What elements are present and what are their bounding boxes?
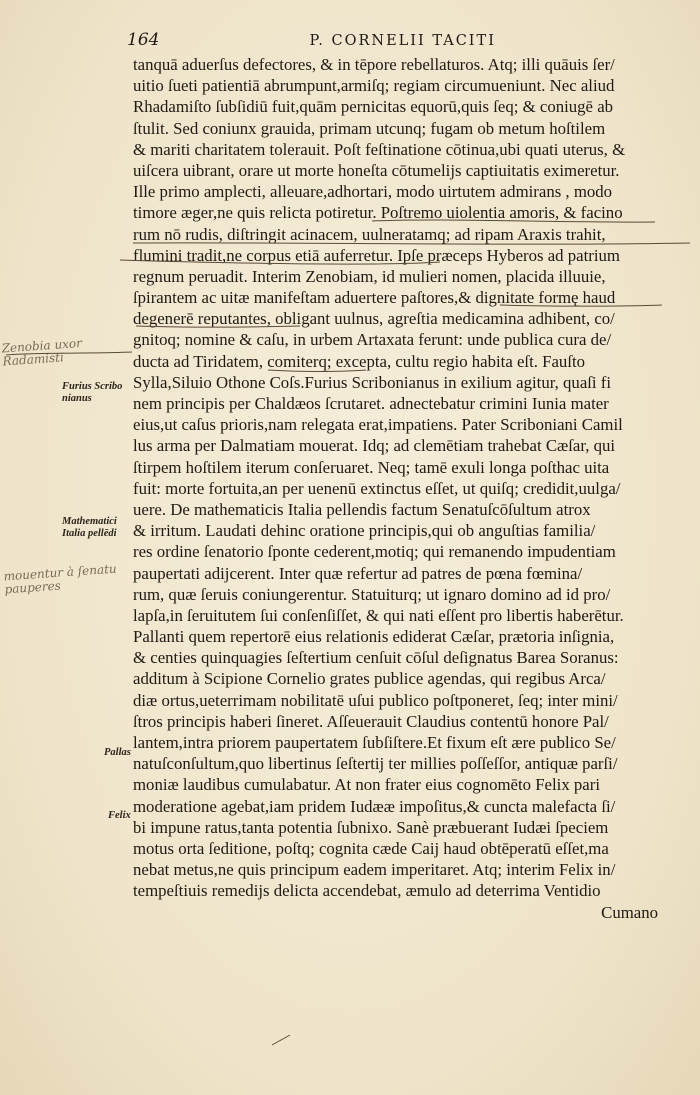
text-line: flumini tradit,ne corpus etiā auferretur. Ipſe præceps Hyberos ad patrium [133, 245, 620, 265]
text-line: ſtros principis haberi ſineret. Aſſeuerauit Claudius contentū honore Pal/ [133, 711, 609, 731]
text-line: rum, quæ ſeruis coniungerentur. Statuiturq; ut ignaro domino ad id pro/ [133, 584, 611, 604]
text-line: Ille primo amplecti, alleuare,adhortari, modo uirtutem admirans , modo [133, 182, 613, 202]
text-line: Sylla,Siluio Othone Coſs.Furius Scribonianus in exilium agitur, quaſi fi [133, 372, 612, 392]
text-line: timore æger,ne quis relicta potiretur. Poſtremo uiolentia amoris, & facino [133, 203, 623, 223]
page-header [127, 30, 647, 54]
running-head: P. CORNELII TACITI [309, 33, 496, 49]
text-line: Pallanti quem repertorē eius relationis ediderat Cæſar, prætoria inſignia, [133, 627, 615, 647]
text-line: rum nō rudis, diſtringit acinacem, uulneratamq; ad ripam Araxis trahit, [133, 224, 606, 244]
text-line: & irritum. Laudati dehinc oratione principis,qui ob anguſtias familia/ [133, 521, 596, 541]
margin-note-felix: Felix [108, 810, 131, 821]
text-line: fuit: morte fortuita,an per uenenū extinctus eſſet, ut quiſq; credidit,uulga/ [133, 478, 621, 498]
catchword: Cumano [601, 902, 658, 922]
text-line: nem principis per Chaldæos ſcrutaret. adnectebatur crimini Iunia mater [133, 394, 609, 413]
margin-note-mathematici: Mathematici Italia pellēdi [62, 516, 117, 539]
text-line: eius,ut caſus prioris,nam relegata erat,impatiens. Pater Scriboniani Camil [133, 415, 623, 435]
text-line: ſtulit. Sed coniunx grauida, primam utcunq; fugam ob metum hoſtilem [133, 118, 606, 138]
page-number: 164 [127, 30, 160, 50]
text-line: paupertati adijcerent. Inter quæ refertur ad patres de pœna fœmina/ [133, 563, 583, 583]
text-line: degenerē reputantes, obligant uulnus, agreſtia medicamina adhibent, co/ [133, 309, 615, 329]
text-line: regnum peruadit. Interim Zenobiam, id mulieri nomen, placida illuuie, [133, 266, 606, 286]
text-line: lapſa,in ſeruitutem ſui conſenſiſſet, & qui nati eſſent pro libertis haberētur. [133, 605, 624, 625]
text-line: nebat metus,ne quis principum eadem imperitaret. Atq; interim Felix in/ [133, 860, 616, 880]
text-line: tempeſtiuis remedijs delicta accendebat, æmulo ad deterrima Ventidio [133, 881, 601, 901]
text-line: diæ ortus,ueterrimam nobilitatē uſui publico poſtponeret, ſeq; inter mini/ [133, 690, 618, 710]
margin-note-pallas: Pallas [104, 747, 131, 758]
text-line: ſtirpem hoſtilem iterum conſeruaret. Neq; tamē exuli longa poſthac uita [133, 457, 610, 477]
text-line: gnitoq; nomine & caſu, in urbem Artaxata ferunt: unde publica cura de/ [133, 330, 612, 350]
text-line: Rhadamiſto ſubſidiū fuit,quām pernicitas equorū,quis ſeq; & coniugē ab [133, 97, 614, 117]
text-line: uiſcera uibrant, orare ut morte honeſta cōtumelijs captiuitatis eximeretur. [133, 160, 620, 180]
text-line: motus orta ſeditione, poſtq; cognita cæde Caij haud obtēperatū eſſet,ma [133, 838, 609, 858]
text-line: & centies quinquagies ſeſtertium cenſuit cōſul deſignatus Barea Soranus: [133, 648, 619, 668]
text-line: tanquā aduerſus defectores, & in tēpore rebellaturos. Atq; illi quāuis ſer/ [133, 55, 615, 74]
main-text [133, 54, 673, 923]
text-line: uitio ſueti patientiā abrumpunt,armiſq; regiam circumueniunt. Nec aliud [133, 76, 615, 96]
text-line: uere. De mathematicis Italia pellendis factum Senatuſcōſultum atrox [133, 499, 591, 519]
pen-mark [272, 1035, 290, 1045]
text-line: & mariti charitatem tolerauit. Poſt feſtinatione cōtinua,ubi quati uterus, & [133, 139, 626, 159]
text-line: ducta ad Tiridatem, comiterq; excepta, cultu regio habita eſt. Fauſto [133, 351, 586, 371]
text-line: res ordine ſenatorio ſponte cederent,motiq; qui remanendo impudentiam [133, 542, 616, 562]
text-line: lus arma per Dalmatiam mouerat. Idq; ad clemētiam trahebat Cæſar, qui [133, 436, 616, 456]
margin-note-furius: Furius Scribo nianus [62, 381, 123, 404]
text-line: ſpirantem ac uitæ manifeſtam aduertere paſtores,& dignitate formę haud [133, 288, 616, 308]
text-line: moderatione agebat,iam pridem Iudææ impoſitus,& cuncta malefacta ſi/ [133, 796, 616, 816]
handwritten-note-zenobia: Zenobia uxor Radamisti [1, 335, 83, 369]
handwritten-note-senatu: mouentur à ſenatu pauperes [3, 561, 118, 597]
text-line: moniæ laudibus cumulabatur. At non frater eius cognomēto Felix pari [133, 775, 600, 795]
text-line: bi impune ratus,tanta potentia ſubnixo. Sanè præbuerant Iudæi ſpeciem [133, 817, 609, 837]
text-line: natuſconſultum,quo libertinus ſeſtertij ter millies poſſeſſor, antiquæ parſi/ [133, 754, 618, 774]
text-line: additum à Scipione Cornelio grates publice agendas, qui regibus Arca/ [133, 669, 606, 689]
text-line: lantem,intra priorem paupertatem ſubſiſtere.Et fixum eſt ære publico Se/ [133, 733, 616, 752]
